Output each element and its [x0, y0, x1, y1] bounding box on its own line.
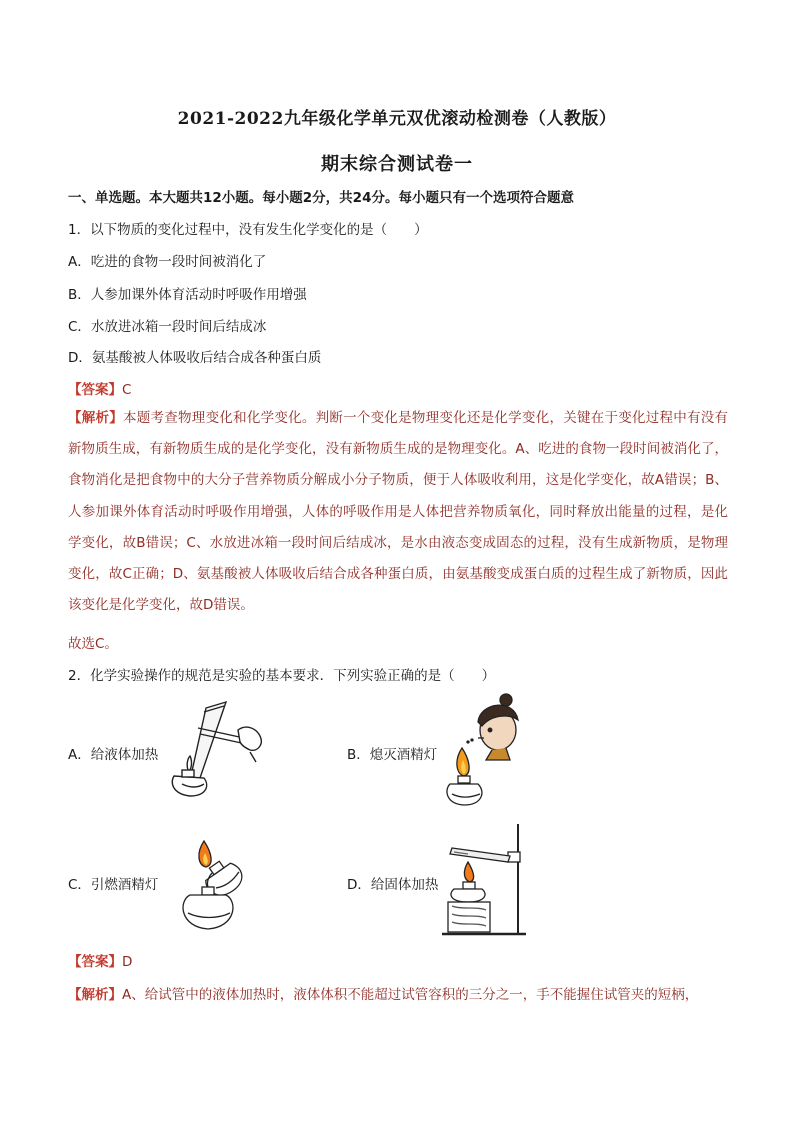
q1-analysis [68, 403, 728, 621]
q2-option-c-label: C．引燃酒精灯 [68, 877, 159, 893]
answer-value: C [122, 382, 132, 398]
heating-liquid-figure [160, 700, 270, 800]
analysis-tag: 【解析】 [68, 410, 124, 426]
q1-option-d: D．氨基酸被人体吸收后结合成各种蛋白质 [68, 350, 322, 366]
q1-option-a: A．吃进的食物一段时间被消化了 [68, 254, 267, 270]
lighting-lamp-figure [160, 835, 260, 935]
q2-analysis [68, 983, 698, 1003]
analysis-text: A、给试管中的液体加热时，液体体积不能超过试管容积的三分之一，手不能握住试管夹的短柄， [122, 987, 699, 1003]
q2-option-d-label: D．给固体加热 [347, 877, 439, 893]
analysis-text: 本题考查物理变化和化学变化。判断一个变化是物理变化还是化学变化，关键在于变化过程中有没有新物质生成，有新物质生成的是化学变化，没有新物质生成的是物理变化。A、吃进的食物一段时间被消化了，食物消化是把食物中的大分子营养物质分解成小分子物质，便于人体吸收利用，这是化学变化，故A错误；B、人参加课外体育活动时呼吸作用增强，人体的呼吸作用是人体把营养物质氧化，同时释放出能量的过程，是化学变化，故B错误；C、水放进冰箱一段时间后结成冰，是水由液态变成固态的过程，没有生成新物质，是物理变化，故C正确；D、氨基酸被人体吸收后结合成各种蛋白质，由氨基酸变成蛋白质的过程生成了新物质，因此该变化是化学变化，故D错误。 [68, 410, 729, 614]
answer-tag: 【答案】 [68, 382, 122, 398]
answer-tag: 【答案】 [68, 954, 122, 970]
analysis-tag: 【解析】 [68, 987, 122, 1003]
q1-stem: 1．以下物质的变化过程中，没有发生化学变化的是（ ） [68, 222, 428, 238]
q1-conclusion: 故选C。 [68, 636, 118, 652]
heating-solid-figure [438, 822, 528, 940]
q2-answer [68, 950, 132, 970]
document-title: 2021-2022九年级化学单元双优滚动检测卷（人教版） [177, 109, 617, 129]
answer-value: D [122, 954, 133, 970]
document-subtitle: 期末综合测试卷一 [321, 154, 473, 175]
section-heading: 一、单选题。本大题共12小题。每小题2分，共24分。每小题只有一个选项符合题意 [68, 190, 574, 206]
q1-option-c: C．水放进冰箱一段时间后结成冰 [68, 319, 267, 335]
q2-option-b-label: B．熄灭酒精灯 [347, 747, 438, 763]
q2-option-a-label: A．给液体加热 [68, 747, 159, 763]
blowing-out-lamp-figure [440, 690, 530, 808]
q1-answer [68, 378, 131, 398]
q2-stem: 2．化学实验操作的规范是实验的基本要求．下列实验正确的是（ ） [68, 668, 496, 684]
q1-option-b: B．人参加课外体育活动时呼吸作用增强 [68, 287, 307, 303]
